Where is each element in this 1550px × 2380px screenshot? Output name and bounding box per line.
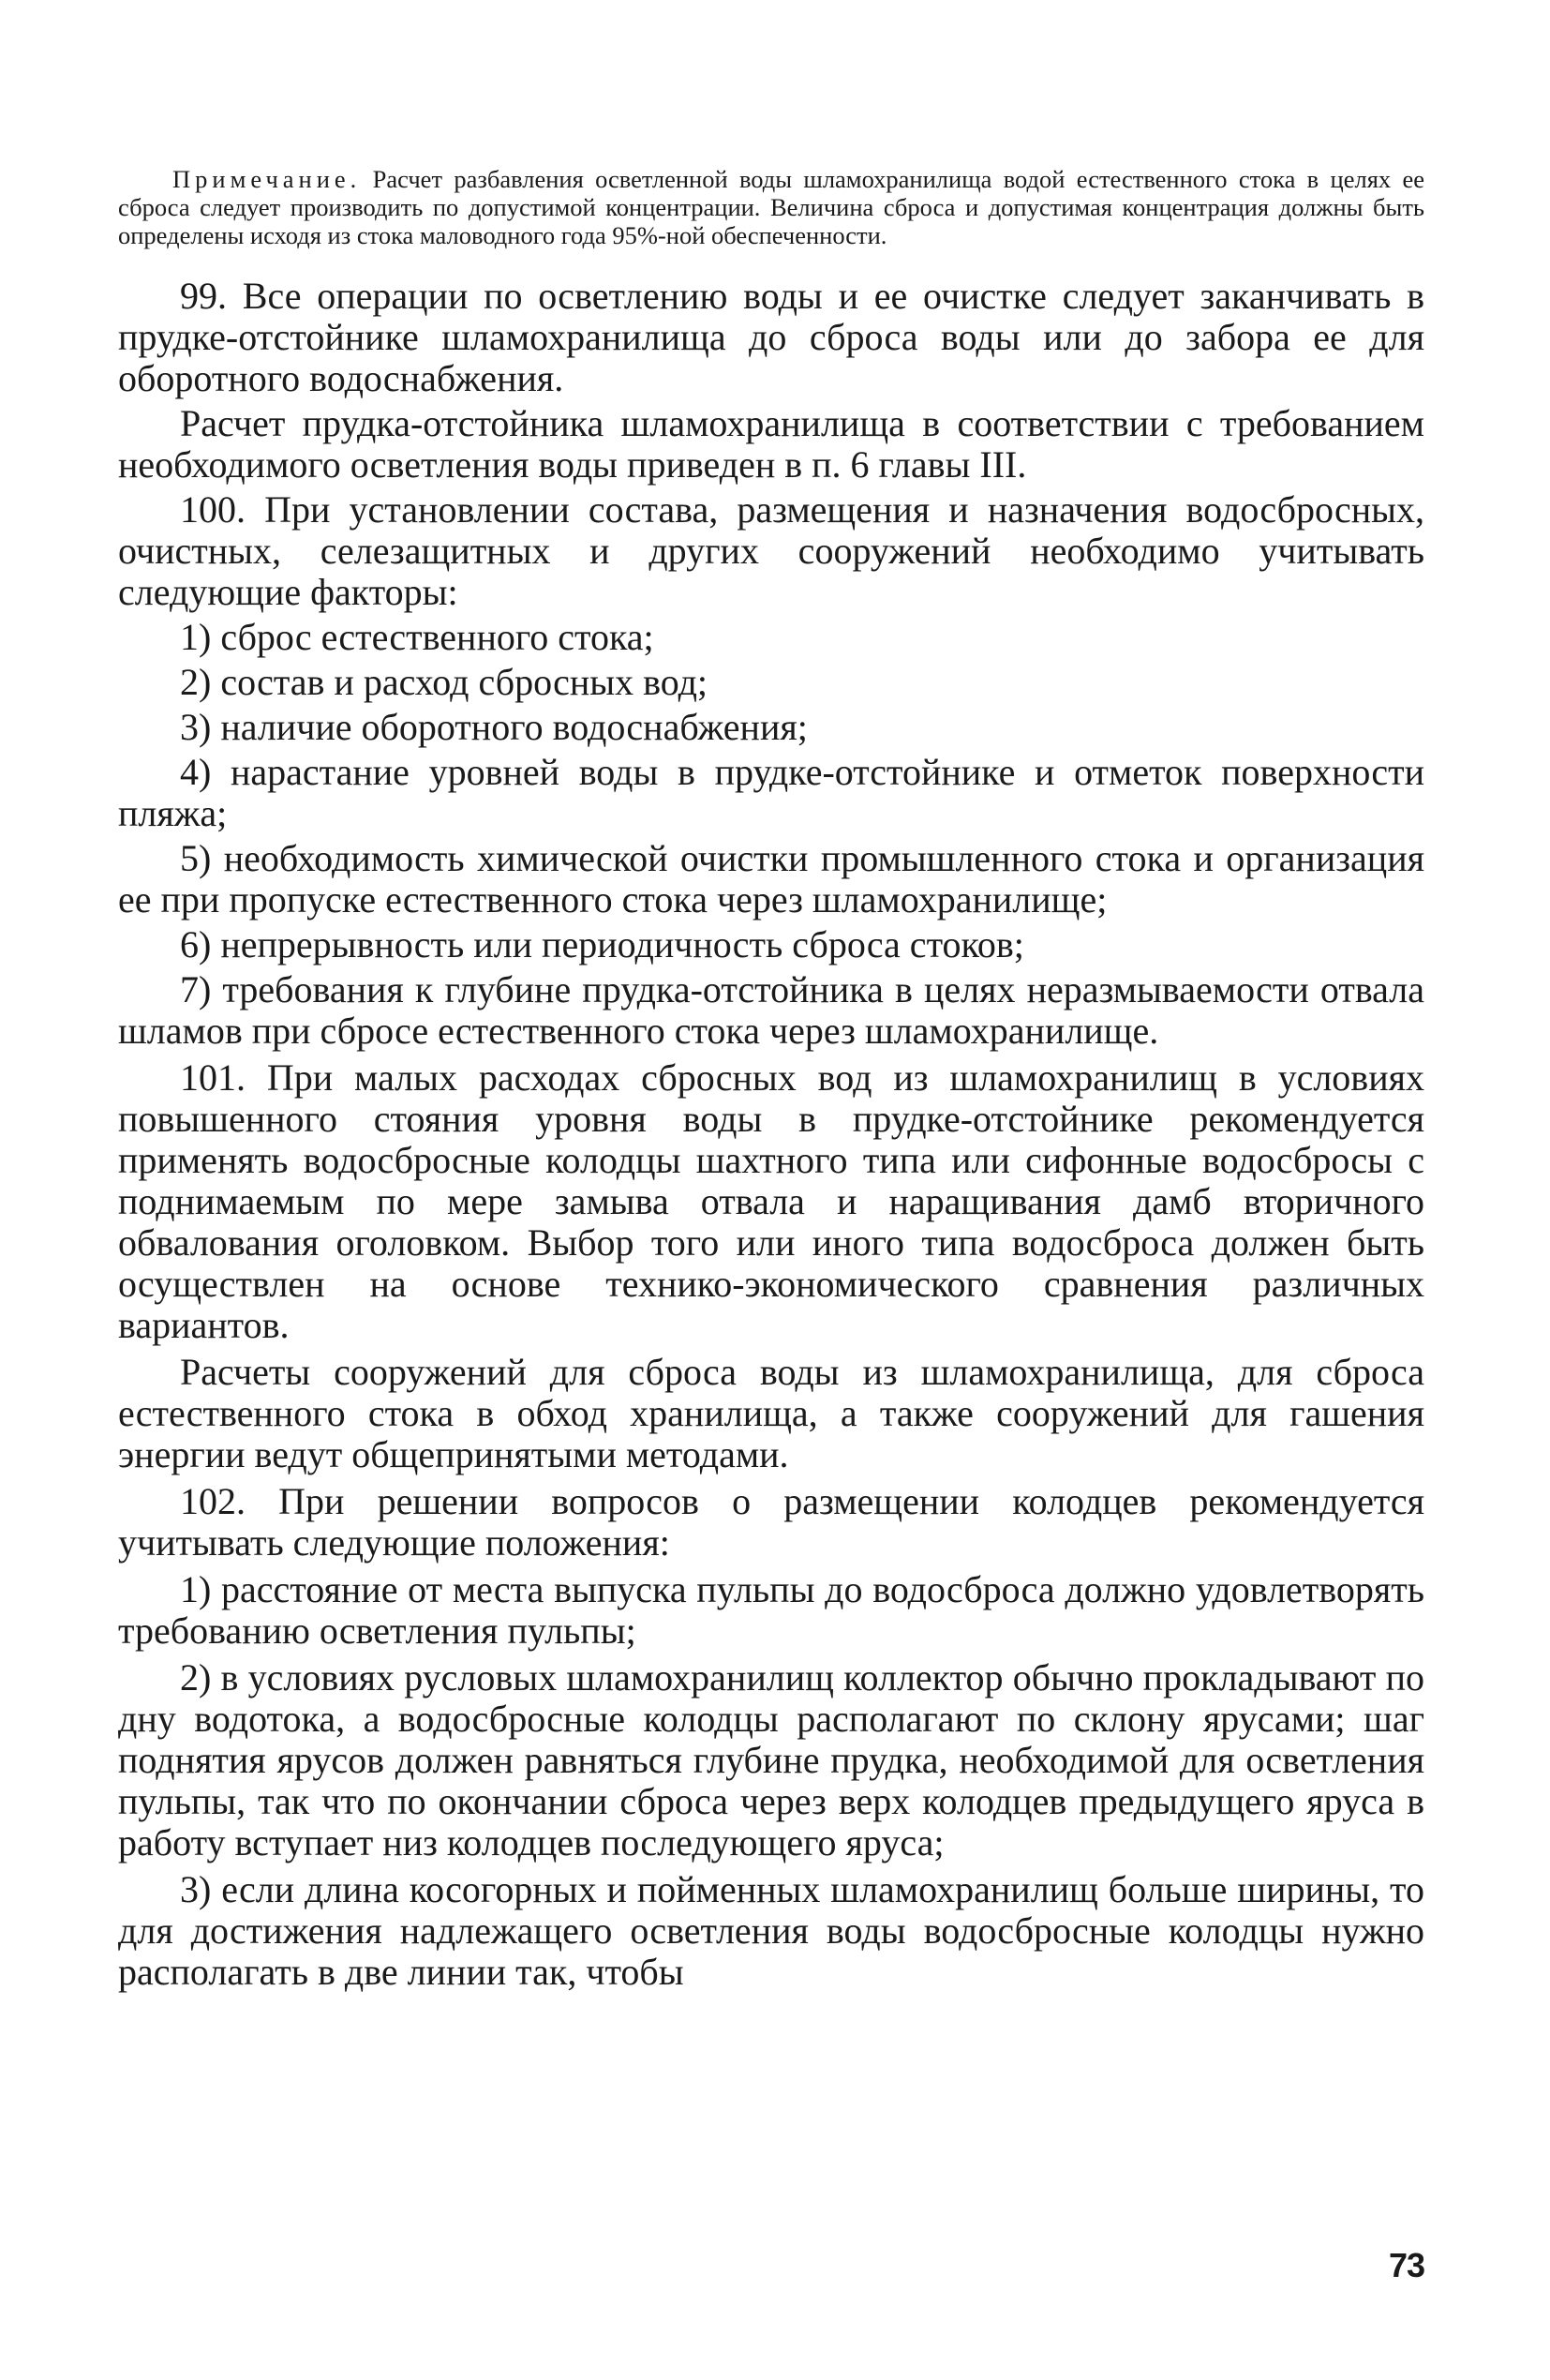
paragraph-99: 99. Все операции по осветлению воды и ее очистке следует заканчивать в прудке-отстойнике шламохранилища до сброса воды или до забора ее для оборотного водоснабжения.: [118, 275, 1424, 399]
page-number: 73: [1388, 2246, 1424, 2284]
note-text: Расчет разбавления осветленной воды шламохранилища водой естественного стока в целях ее сброса следует производить по допустимой концентрации. Величина сброса и допустимая концентрация должны быть определены исходя из стока маловодного года 95%-ной обеспеченности.: [118, 165, 1424, 249]
list-item-factor-5: 5) необходимость химической очистки промышленного стока и организация ее при пропуске естественного стока через шламохранилище;: [118, 837, 1424, 921]
note-lead: Примечание.: [172, 165, 362, 193]
list-item-position-2: 2) в условиях русловых шламохранилищ коллектор обычно прокладывают по дну водотока, а водосбросные колодцы располагают по склону ярусами; шаг поднятия ярусов должен равняться глубине прудка, необходимой для осветления пульпы, так что по окончании сброса через верх колодцев предыдущего яруса в работу вступает низ колодцев последующего яруса;: [118, 1656, 1424, 1864]
paragraph-100: 100. При установлении состава, размещения и назначения водосбросных, очистных, селезащитных и других сооружений необходимо учитывать следующие факторы:: [118, 488, 1424, 613]
list-item-position-1: 1) расстояние от места выпуска пульпы до водосброса должно удовлетворять требованию осветления пульпы;: [118, 1568, 1424, 1652]
paragraph-structure-calculations: Расчеты сооружений для сброса воды из шламохранилища, для сброса естественного стока в обход хранилища, а также сооружений для гашения энергии ведут общепринятыми методами.: [118, 1351, 1424, 1475]
list-item-factor-1: 1) сброс естественного стока;: [180, 616, 654, 658]
paragraph-pond-calculation: Расчет прудка-отстойника шламохранилища в соответствии с требованием необходимого осветления воды приведен в п. 6 главы III.: [118, 402, 1424, 486]
list-item-position-3: 3) если длина косогорных и пойменных шламохранилищ больше ширины, то для достижения надлежащего осветления воды водосбросные колодцы нужно располагать в две линии так, чтобы: [118, 1868, 1424, 1993]
list-item-factor-2: 2) состав и расход сбросных вод;: [180, 661, 708, 703]
list-item-factor-4: 4) нарастание уровней воды в прудке-отстойнике и отметок поверхности пляжа;: [118, 751, 1424, 834]
paragraph-102: 102. При решении вопросов о размещении колодцев рекомендуется учитывать следующие положения:: [118, 1480, 1424, 1564]
note-paragraph: [118, 165, 1424, 249]
paragraph-101: 101. При малых расходах сбросных вод из шламохранилищ в условиях повышенного стояния уровня воды в прудке-отстойнике рекомендуется применять водосбросные колодцы шахтного типа или сифонные водосбросы с поднимаемым по мере замыва отвала и наращивания дамб вторичного обвалования оголовком. Выбор того или иного типа водосброса должен быть осуществлен на основе технико-экономического сравнения различных вариантов.: [118, 1056, 1424, 1346]
page-body: [118, 165, 1424, 1997]
list-item-factor-7: 7) требования к глубине прудка-отстойника в целях неразмываемости отвала шламов при сбросе естественного стока через шламохранилище.: [118, 968, 1424, 1052]
list-item-factor-3: 3) наличие оборотного водоснабжения;: [180, 706, 808, 748]
list-item-factor-6: 6) непрерывность или периодичность сброса стоков;: [180, 923, 1024, 965]
